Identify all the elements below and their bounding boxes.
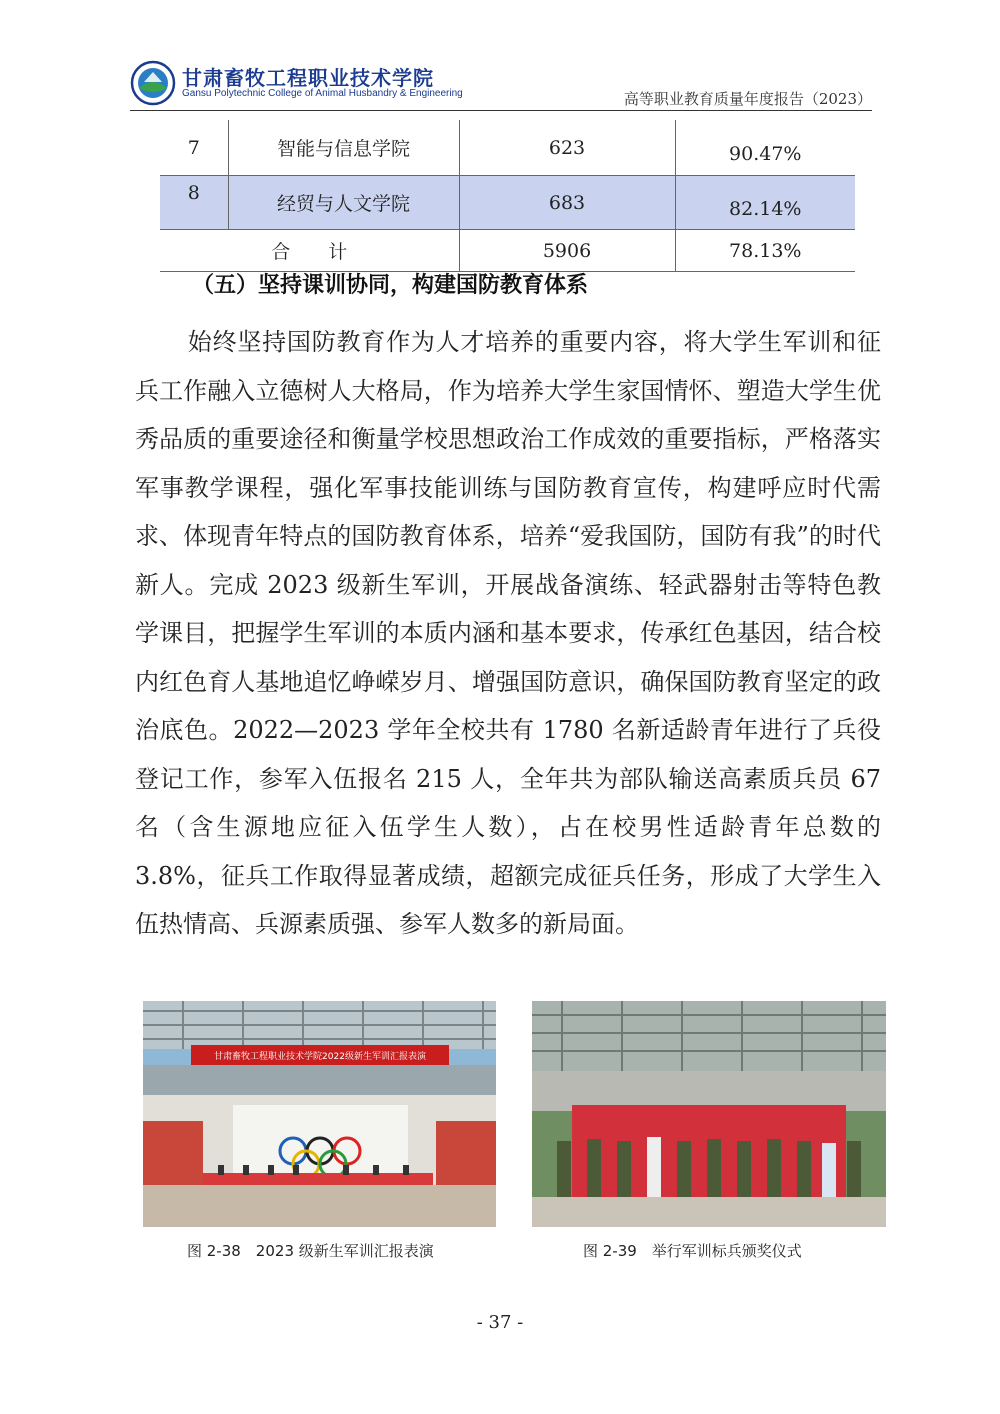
report-title: 高等职业教育质量年度报告（2023） bbox=[623, 90, 872, 108]
enrollment-table bbox=[160, 120, 855, 272]
military-training-performance-photo bbox=[143, 1001, 496, 1227]
page-header bbox=[130, 60, 872, 112]
rate-value: 82.14% bbox=[675, 176, 855, 230]
college-emblem-icon bbox=[130, 60, 176, 106]
college-name-en: Gansu Polytechnic College of Animal Husbandry & Engineering bbox=[182, 88, 463, 99]
college-name: 经贸与人文学院 bbox=[228, 176, 459, 230]
college-name: 智能与信息学院 bbox=[228, 120, 459, 176]
body-paragraph bbox=[135, 318, 881, 949]
student-count: 623 bbox=[459, 120, 675, 176]
figure-caption: 图 2-39 举行军训标兵颁奖仪式 bbox=[583, 1242, 802, 1260]
section-heading: （五）坚持课训协同，构建国防教育体系 bbox=[192, 273, 589, 298]
total-rate: 78.13% bbox=[675, 230, 855, 272]
row-number: 8 bbox=[160, 176, 228, 230]
college-name-cn: 甘肃畜牧工程职业技术学院 bbox=[182, 66, 434, 90]
rate-value: 90.47% bbox=[675, 120, 855, 176]
table-row bbox=[160, 120, 855, 176]
body-text: 始终坚持国防教育作为人才培养的重要内容，将大学生军训和征兵工作融入立德树人大格局，作为培养大学生家国情怀、塑造大学生优秀品质的重要途径和衡量学校思想政治工作成效的重要指标，严格落实军事教学课程，强化军事技能训练与国防教育宣传，构建呼应时代需求、体现青年特点的国防教育体系，培养“爱我国防，国防有我”的时代新人。完成 2023 级新生军训，开展战备演练、轻武器射击等特色教学课目，把握学生军训的本质内涵和基本要求，传承红色基因，结合校内红色育人基地追忆峥嵘岁月、增强国防意识，确保国防教育坚定的政治底色。2022—2023 学年全校共有 1780 名新适龄青年进行了兵役登记工作，参军入伍报名 215 人，全年共为部队输送高素质兵员 67 名（含生源地应征入伍学生人数），占在校男性适龄青年总数的 3.8%，征兵工作取得显著成绩，超额完成征兵任务，形成了大学生入伍热情高、兵源素质强、参军人数多的新局面。 bbox=[135, 328, 881, 938]
row-number: 7 bbox=[160, 120, 228, 176]
table-total-row bbox=[160, 230, 855, 272]
header-divider bbox=[130, 110, 872, 111]
banner-text: 甘肃畜牧工程职业技术学院2022级新生军训汇报表演 bbox=[214, 1052, 426, 1062]
page-number: - 37 - bbox=[476, 1312, 524, 1333]
award-ceremony-photo bbox=[532, 1001, 886, 1227]
total-label: 合 计 bbox=[160, 230, 459, 272]
stadium-performance-image bbox=[143, 1001, 496, 1227]
total-count: 5906 bbox=[459, 230, 675, 272]
figure-caption: 图 2-38 2023 级新生军训汇报表演 bbox=[187, 1242, 434, 1260]
student-count: 683 bbox=[459, 176, 675, 230]
award-ceremony-image bbox=[532, 1001, 886, 1227]
table-row bbox=[160, 176, 855, 230]
